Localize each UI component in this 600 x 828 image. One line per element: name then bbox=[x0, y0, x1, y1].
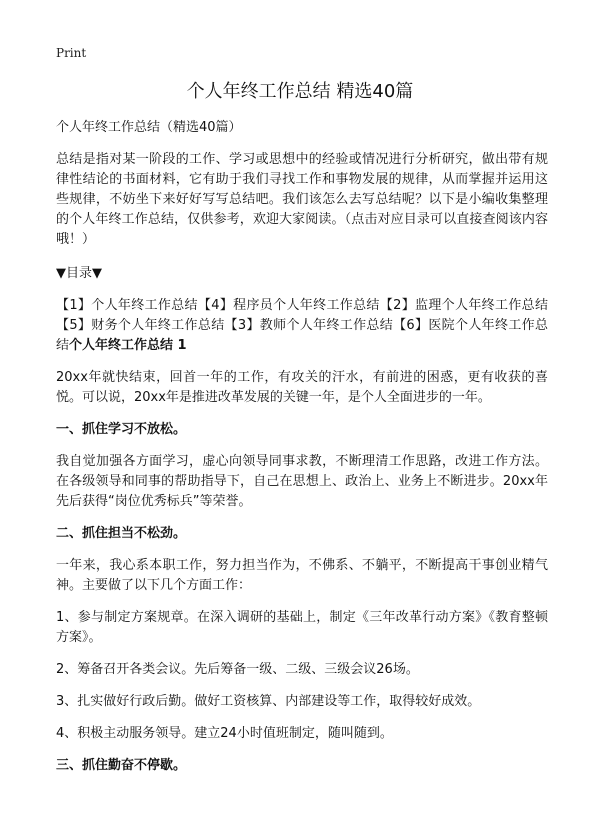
section1-paragraph-2: 我自觉加强各方面学习，虚心向领导同事求教，不断理清工作思路，改进工作方法。在各级领导和同事的帮助指导下，自己在思想上、政治上、业务上不断进步。20xx年先后获得“岗位优秀标兵”等荣誉。 bbox=[56, 454, 548, 509]
section1-paragraph-3: 一年来，我心系本职工作，努力担当作为，不佛系、不躺平，不断提高干事创业精气神。主要做了以下几个方面工作： bbox=[56, 558, 548, 593]
toc-heading: ▼目录▼ bbox=[56, 266, 102, 281]
toc-link-3[interactable]: 【3】教师个人年终工作总结 bbox=[224, 318, 394, 333]
print-label: Print bbox=[56, 46, 87, 60]
toc-link-6[interactable]: 【6】医院个人年终工作总结 bbox=[56, 318, 548, 353]
section-heading-3: 三、抓住勤奋不停歇。 bbox=[56, 758, 187, 773]
table-of-contents bbox=[56, 296, 548, 356]
document-body bbox=[56, 118, 548, 788]
section1-paragraph-1: 20xx年就快结束，回首一年的工作，有攻关的汗水，有前进的困惑，更有收获的喜悦。可以说，20xx年是推进改革发展的关键一年，是个人全面进步的一年。 bbox=[56, 370, 548, 405]
intro-paragraph: 总结是指对某一阶段的工作、学习或思想中的经验或情况进行分析研究，做出带有规律性结论的书面材料，它有助于我们寻找工作和事物发展的规律，从而掌握并运用这些规律，不妨坐下来好好写写总结吧。我们该怎么去写总结呢？以下是小编收集整理的个人年终工作总结，仅供参考，欢迎大家阅读。（点击对应目录可以直接查阅该内容哦！） bbox=[56, 152, 548, 247]
section-heading-1: 一、抓住学习不放松。 bbox=[56, 422, 187, 437]
toc-link-5[interactable]: 【5】财务个人年终工作总结 bbox=[56, 318, 225, 333]
list-item: 1、参与制定方案规章。在深入调研的基础上，制定《三年改革行动方案》《教育整顿方案》。 bbox=[56, 610, 548, 645]
toc-link-1[interactable]: 【1】个人年终工作总结 bbox=[56, 298, 198, 313]
section-heading-2: 二、抓住担当不松劲。 bbox=[56, 526, 187, 541]
list-item: 2、筹备召开各类会议。先后筹备一级、二级、三级会议26场。 bbox=[56, 662, 419, 677]
list-item: 3、扎实做好行政后勤。做好工资核算、内部建设等工作，取得较好成效。 bbox=[56, 694, 481, 709]
section-title-1: 个人年终工作总结 1 bbox=[69, 338, 187, 353]
page-title: 个人年终工作总结 精选40篇 bbox=[186, 81, 414, 102]
toc-link-2[interactable]: 【2】监理个人年终工作总结 bbox=[379, 298, 548, 313]
toc-link-4[interactable]: 【4】程序员个人年终工作总结 bbox=[197, 298, 380, 313]
document-subtitle: 个人年终工作总结（精选40篇） bbox=[56, 120, 242, 135]
list-item: 4、积极主动服务领导。建立24小时值班制定，随叫随到。 bbox=[56, 726, 393, 741]
